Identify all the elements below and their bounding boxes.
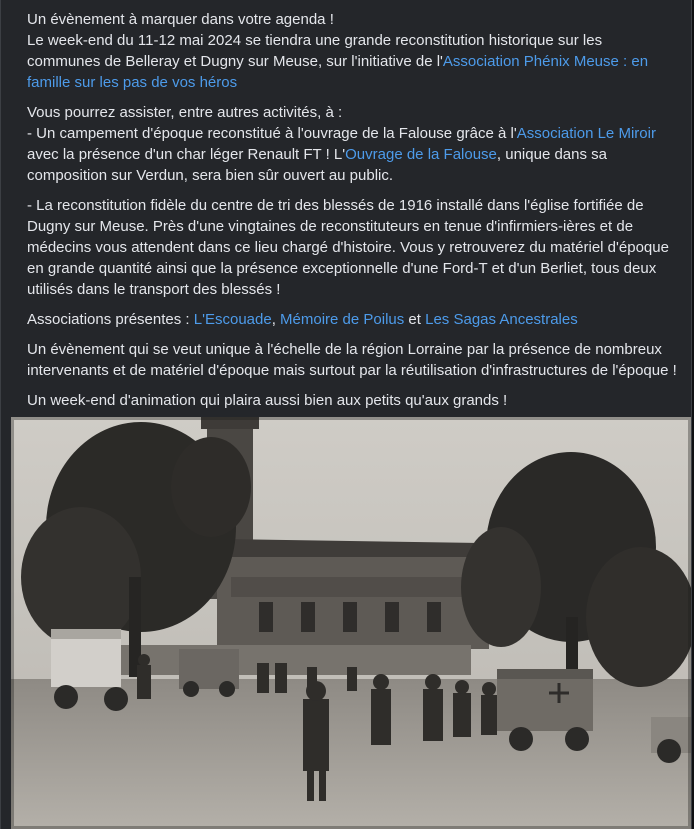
link-association-le-miroir[interactable]: Association Le Miroir [516, 125, 656, 142]
activity-char-text: avec la présence d'un char léger Renault FT ! L' [27, 146, 346, 163]
post-paragraph-2 [27, 102, 677, 186]
activity-verdun-text: , unique dans sa composition sur Verdun, sera bien sûr ouvert au public. [27, 146, 607, 184]
activities-intro: Vous pourrez assister, entre autres activités, à : [27, 104, 343, 121]
associations-separator-2: et [404, 311, 426, 328]
historical-church-photo [11, 417, 691, 829]
link-association-phenix-meuse[interactable]: Association Phénix Meuse : en famille sur les pas de vos héros [27, 53, 649, 91]
post-headline: Un évènement à marquer dans votre agenda ! [27, 11, 334, 28]
post-paragraph-6: Un week-end d'animation qui plaira aussi bien aux petits qu'aux grands ! [27, 392, 508, 409]
post-paragraph-5: Un évènement qui se veut unique à l'échelle de la région Lorraine par la présence de nombreux intervenants et de matériel d'époque mais surtout par la réutilisation d'infrastructures de l'époque ! [27, 341, 677, 379]
post-photo[interactable] [11, 417, 691, 829]
link-l-escouade[interactable]: L'Escouade [193, 311, 272, 328]
activity-campement-text: - Un campement d'époque reconstitué à l'ouvrage de la Falouse grâce à l' [27, 125, 517, 142]
link-memoire-de-poilus[interactable]: Mémoire de Poilus [280, 311, 405, 328]
post-paragraph-3: - La reconstitution fidèle du centre de tri des blessés de 1916 installé dans l'église fortifiée de Dugny sur Meuse. Près d'une vingtaines de reconstituteurs en tenue d'infirmiers-ières et de médecins vous attendent dans ce lieu chargé d'histoire. Vous y retrouverez du matériel d'époque en grande quantité ainsi que la présence exceptionnelle d'une Ford-T et d'un Berliet, tous deux utilisés dans le transport des blessés ! [27, 197, 669, 298]
post-intro-text: Le week-end du 11-12 mai 2024 se tiendra une grande reconstitution historique sur les communes de Belleray et Dugny sur Meuse, sur l'initiative de l' [27, 32, 603, 70]
post-text [1, 0, 692, 420]
link-ouvrage-de-la-falouse[interactable]: Ouvrage de la Falouse [345, 146, 497, 163]
post-paragraph-4 [27, 309, 677, 330]
associations-label: Associations présentes : [27, 311, 194, 328]
link-les-sagas-ancestrales[interactable]: Les Sagas Ancestrales [425, 311, 578, 328]
post-paragraph-1 [27, 9, 677, 93]
associations-separator-1: , [271, 311, 281, 328]
